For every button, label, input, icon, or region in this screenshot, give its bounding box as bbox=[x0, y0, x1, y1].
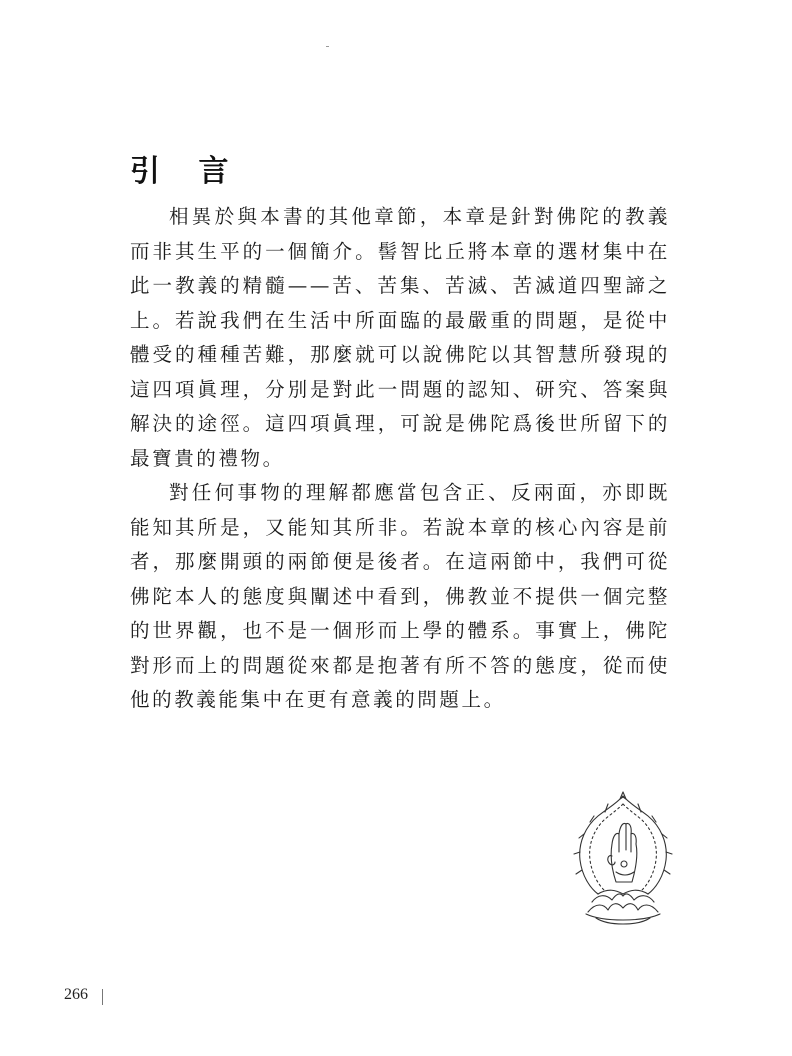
body-text bbox=[130, 200, 670, 718]
buddha-hand-illustration bbox=[568, 790, 678, 930]
paragraph-1: 相異於與本書的其他章節，本章是針對佛陀的教義而非其生平的一個簡介。髻智比丘將本章的選材集中在此一教義的精髓——苦、苦集、苦滅、苦滅道四聖諦之上。若說我們在生活中所面臨的最嚴重的問題，是從中體受的種種苦難，那麼就可以說佛陀以其智慧所發現的這四項眞理，分別是對此一問題的認知、研究、答案與解決的途徑。這四項眞理，可說是佛陀爲後世所留下的最寶貴的禮物。 bbox=[130, 205, 670, 470]
paragraph-2: 對任何事物的理解都應當包含正、反兩面，亦即既能知其所是，又能知其所非。若說本章的核心內容是前者，那麼開頭的兩節便是後者。在這兩節中，我們可從佛陀本人的態度與闡述中看到，佛教並不提供一個完整的世界觀，也不是一個形而上學的體系。事實上，佛陀對形而上的問題從來都是抱著有所不答的態度，從而使他的教義能集中在更有意義的問題上。 bbox=[130, 481, 670, 711]
top-dot-mark bbox=[326, 46, 329, 47]
page-number: 266 bbox=[64, 986, 88, 1003]
page-number-divider bbox=[102, 989, 103, 1005]
section-heading: 引 言 bbox=[130, 154, 243, 190]
